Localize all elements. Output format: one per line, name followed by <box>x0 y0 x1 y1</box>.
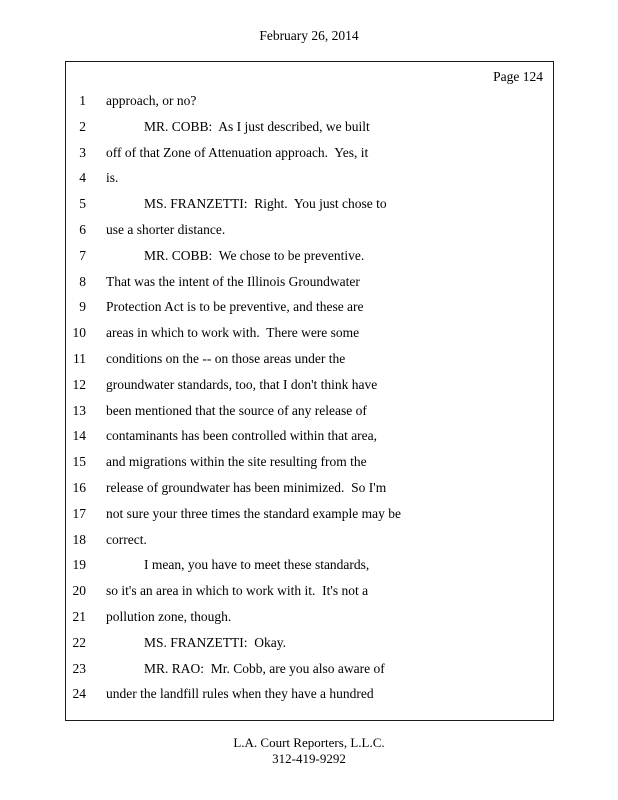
line-number: 8 <box>79 273 86 289</box>
transcript-line <box>66 346 553 372</box>
line-text: off of that Zone of Attenuation approach. Yes, it <box>106 144 369 160</box>
line-number: 11 <box>73 350 86 366</box>
transcript-line <box>66 527 553 553</box>
line-text: I mean, you have to meet these standards, <box>144 557 370 573</box>
transcript-line <box>66 656 553 682</box>
transcript-line <box>66 243 553 269</box>
line-number: 2 <box>79 118 86 134</box>
line-number: 17 <box>72 505 86 521</box>
line-text: release of groundwater has been minimized. So I'm <box>106 479 387 495</box>
line-number: 6 <box>79 221 86 237</box>
transcript-line <box>66 423 553 449</box>
line-text: under the landfill rules when they have a hundred <box>106 686 374 702</box>
reporter-phone: 312-419-9292 <box>272 751 346 766</box>
transcript-line <box>66 191 553 217</box>
line-text: pollution zone, though. <box>106 608 232 624</box>
line-number: 12 <box>72 376 86 392</box>
transcript-lines <box>66 88 553 707</box>
transcript-line <box>66 449 553 475</box>
line-number: 18 <box>72 531 86 547</box>
line-text: is. <box>106 170 119 186</box>
line-number: 19 <box>72 557 86 573</box>
transcript-line <box>66 630 553 656</box>
line-number: 7 <box>79 247 86 263</box>
line-number: 3 <box>79 144 86 160</box>
transcript-line <box>66 269 553 295</box>
line-text: Protection Act is to be preventive, and these are <box>106 299 364 315</box>
line-text: groundwater standards, too, that I don't think have <box>106 376 378 392</box>
header-date: February 26, 2014 <box>259 28 359 43</box>
line-text: use a shorter distance. <box>106 221 226 237</box>
line-number: 1 <box>79 93 86 108</box>
transcript-line <box>66 552 553 578</box>
line-number: 10 <box>72 325 86 341</box>
transcript-line <box>66 578 553 604</box>
line-text: correct. <box>106 531 147 547</box>
transcript-line <box>66 114 553 140</box>
transcript-line <box>66 294 553 320</box>
line-number: 13 <box>72 402 86 418</box>
line-text: conditions on the -- on those areas under the <box>106 350 346 366</box>
line-text: MR. COBB: We chose to be preventive. <box>144 247 365 263</box>
line-text: MS. FRANZETTI: Right. You just chose to <box>144 196 387 212</box>
transcript-line <box>66 372 553 398</box>
line-number: 23 <box>72 660 86 676</box>
transcript-line <box>66 217 553 243</box>
line-number: 15 <box>72 454 86 470</box>
line-text: areas in which to work with. There were some <box>106 325 360 341</box>
line-number: 22 <box>72 634 86 650</box>
line-text: MR. COBB: As I just described, we built <box>144 118 370 134</box>
transcript-line <box>66 165 553 191</box>
transcript-line <box>66 604 553 630</box>
line-number: 4 <box>79 170 86 186</box>
line-text: That was the intent of the Illinois Groundwater <box>106 273 360 289</box>
transcript-line <box>66 475 553 501</box>
line-text: approach, or no? <box>106 93 197 108</box>
transcript-line <box>66 140 553 166</box>
line-text: so it's an area in which to work with it. It's not a <box>106 583 369 599</box>
transcript-line <box>66 398 553 424</box>
line-text: and migrations within the site resulting from the <box>106 454 367 470</box>
line-number: 24 <box>72 686 86 702</box>
line-number: 16 <box>72 479 86 495</box>
transcript-border-box <box>65 61 554 721</box>
transcript-line <box>66 681 553 707</box>
line-number: 9 <box>79 299 86 315</box>
line-text: been mentioned that the source of any release of <box>106 402 367 418</box>
line-number: 21 <box>72 608 86 624</box>
line-number: 20 <box>72 583 86 599</box>
transcript-line <box>66 501 553 527</box>
line-text: contaminants has been controlled within that area, <box>106 428 378 444</box>
line-text: MR. RAO: Mr. Cobb, are you also aware of <box>144 660 385 676</box>
line-number: 14 <box>72 428 86 444</box>
line-text: MS. FRANZETTI: Okay. <box>144 634 286 650</box>
line-text: not sure your three times the standard example may be <box>106 505 402 521</box>
transcript-line <box>66 320 553 346</box>
page-number-label: Page 124 <box>493 69 543 84</box>
line-number: 5 <box>79 196 86 212</box>
reporter-company: L.A. Court Reporters, L.L.C. <box>233 735 385 750</box>
footer <box>0 735 618 767</box>
transcript-line <box>66 88 553 114</box>
